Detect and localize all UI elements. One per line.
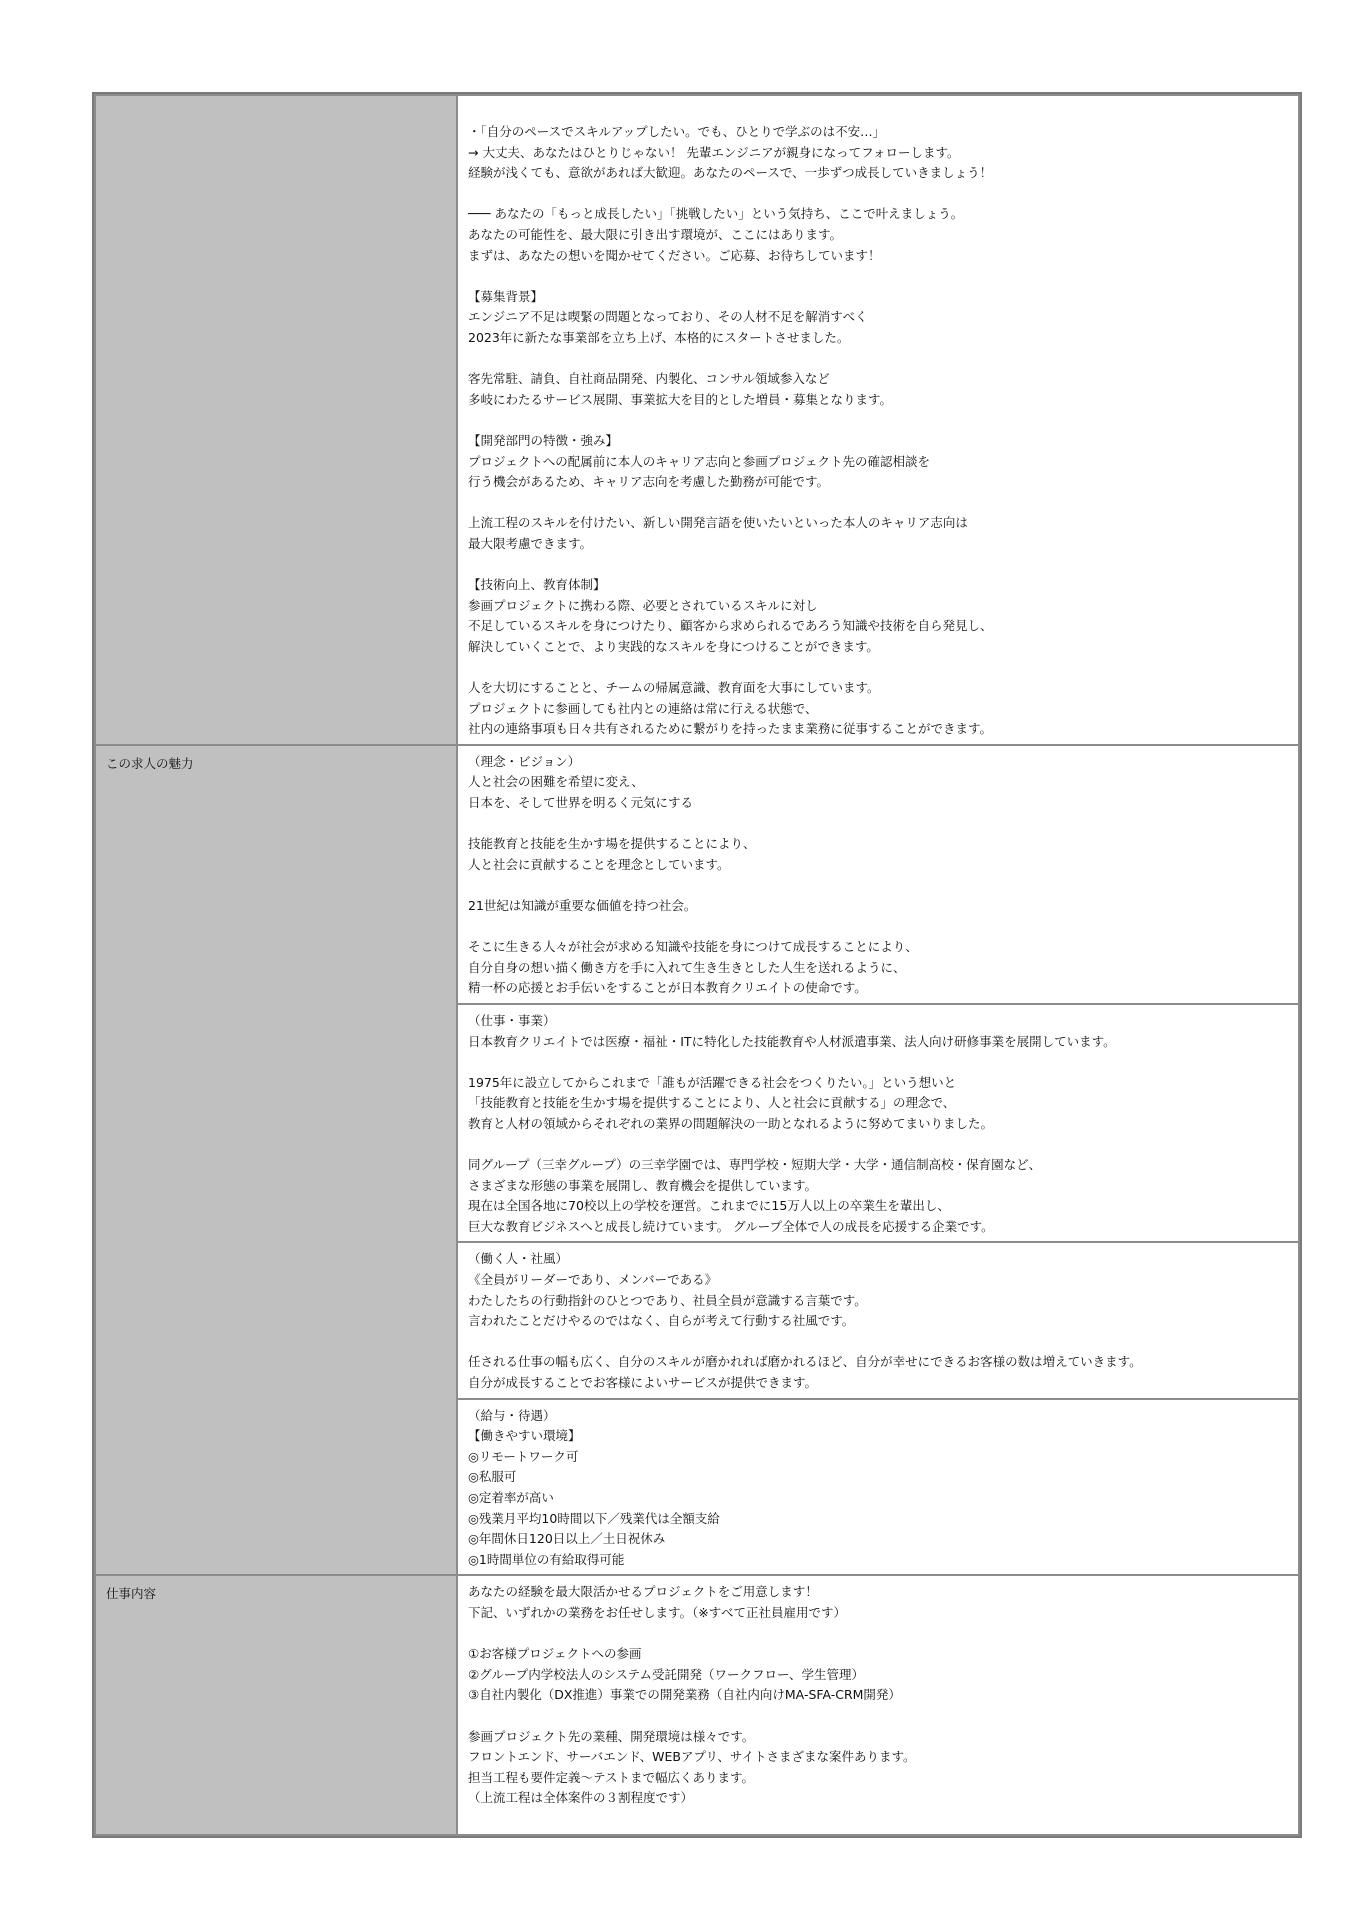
text-line: プロジェクトへの配属前に本人のキャリア志向と参画プロジェクト先の確認相談を [468,453,931,469]
job-posting-table [92,92,1302,1838]
text-line: 精一杯の応援とお手伝いをすることが日本教育クリエイトの使命です。 [468,980,867,996]
text-line: 自分自身の想い描く働き方を手に入れて生き生きとした人生を送れるように、 [468,959,906,975]
text-line: あなたの可能性を、最大限に引き出す環境が、ここにはあります。 [468,226,843,242]
text-line [468,493,1288,514]
text-line: あなたの経験を最大限活かせるプロジェクトをご用意します！ [468,1584,818,1600]
text-line: エンジニア不足は喫緊の問題となっており、その人材不足を解消すべく [468,309,868,325]
text-line: 参画プロジェクト先の業種、開発環境は様々です。 [468,1728,755,1744]
text-line: 「技能教育と技能を生かす場を提供することにより、人と社会に貢献する」の理念で、 [468,1095,956,1111]
content-block [458,1576,1298,1833]
text-line: ・「自分のペースでスキルアップしたい。でも、ひとりで学ぶのは不安…」 [468,124,886,139]
content-block [458,96,1298,744]
row-content [457,745,1299,1004]
text-line: 1975年に設立してからこれまで「誰もが活躍できる社会をつくりたい。」という想いと [468,1074,957,1090]
text-line [468,1052,1288,1073]
text-line: 2023年に新たな事業部を立ち上げ、本格的にスタートさせました。 [468,329,850,345]
text-line: 日本を、そして世界を明るく元気にする [468,795,694,810]
text-line: 言われたことだけやるのではなく、自らが考えて行動する社風です。 [468,1313,855,1329]
text-line: 不足しているスキルを身につけたり、顧客から求められるであろう知識や技術を自ら発見し、 [468,618,993,634]
text-line: 21世紀は知識が重要な価値を持つ社会。 [468,897,697,913]
text-line: ◎定着率が高い [468,1490,554,1505]
text-line: ◎リモートワーク可 [468,1448,579,1464]
row-content [457,95,1299,745]
text-line: わたしたちの行動指針のひとつであり、社員全員が意識する言葉です。 [468,1292,867,1308]
text-line [468,1624,1288,1645]
row-content [457,1004,1299,1243]
text-line: 社内の連絡事項も日々共有されるために繋がりを持ったまま業務に従事することができます。 [468,721,993,737]
text-line: （仕事・事業） [468,1012,556,1028]
text-line: 上流工程のスキルを付けたい、新しい開発言語を使いたいといった本人のキャリア志向は [468,515,968,531]
text-line: 教育と人材の領域からそれぞれの業界の問題解決の一助となれるように努めてまいりました。 [468,1115,994,1131]
text-line [468,1809,1288,1830]
text-line: ◎残業月平均10時間以下／残業代は全額支給 [468,1510,720,1526]
text-line [468,554,1288,575]
text-line: 技能教育と技能を生かす場を提供することにより、 [468,836,756,852]
text-line: （理念・ビジョン） [468,753,581,769]
text-line: 同グループ（三幸グループ）の三幸学園では、専門学校・短期大学・大学・通信制高校・保育園など、 [468,1157,1042,1173]
text-line [468,410,1288,431]
text-line: 自分が成長することでお客様によいサービスが提供できます。 [468,1375,818,1391]
text-line: 《全員がリーダーであり、メンバーである》 [468,1272,718,1288]
text-line: 日本教育クリエイトでは医療・福祉・ITに特化した技能教育や人材派遣事業、法人向け研修事業を展開しています。 [468,1033,1116,1049]
text-line: ①お客様プロジェクトへの参画 [468,1646,642,1662]
text-line: ◎1時間単位の有給取得可能 [468,1551,625,1567]
row-content [457,1242,1299,1398]
text-line: ◎私服可 [468,1469,517,1485]
text-line: まずは、あなたの想いを聞かせてください。ご応募、お待ちしています！ [468,247,881,263]
text-line: プロジェクトに参画しても社内との連絡は常に行える状態で、 [468,700,818,716]
text-line: 客先常駐、請負、自社商品開発、内製化、コンサル領域参入など [468,371,830,387]
text-line: 人と社会に貢献することを理念としています。 [468,856,730,872]
text-line: 人と社会の困難を希望に変え、 [468,774,644,790]
text-line: 解決していくことで、より実践的なスキルを身につけることができます。 [468,638,879,654]
text-line: 経験が浅くても、意欲があれば大歓迎。あなたのペースで、一歩ずつ成長していきましょう！ [468,165,993,181]
text-line: 任される仕事の幅も広く、自分のスキルが磨かれれば磨かれるほど、自分が幸せにできるお客様の数は増えていきます。 [468,1354,1142,1370]
text-line: 【募集背景】 [468,288,544,304]
text-line [468,266,1288,287]
text-line [468,917,1288,938]
text-line: 最大限考慮できます。 [468,535,593,551]
text-line [468,657,1288,678]
text-line [468,184,1288,205]
text-line: 人を大切にすることと、チームの帰属意識、教育面を大事にしています。 [468,680,880,696]
text-line [468,1332,1288,1353]
row-label [95,95,457,745]
text-line [468,875,1288,896]
content-block [458,1243,1298,1397]
table-row [95,745,1299,1004]
text-line: 【働きやすい環境】 [468,1428,581,1444]
content-block [458,1005,1298,1242]
content-block [458,746,1298,1003]
text-line: さまざまな形態の事業を展開し、教育機会を提供しています。 [468,1177,818,1193]
row-label: 仕事内容 [95,1575,457,1834]
text-line: （上流工程は全体案件の３割程度です） [468,1790,694,1806]
text-line [468,814,1288,835]
text-line: （給与・待遇） [468,1407,556,1423]
row-content [457,1399,1299,1576]
text-line: そこに生きる人々が社会が求める知識や技能を身につけて成長することにより、 [468,939,918,955]
text-line: ③自社内製化（DX推進）事業での開発業務（自社内向けMA-SFA-CRM開発） [468,1687,901,1703]
text-line [468,349,1288,370]
text-line: 【開発部門の特徴・強み】 [468,432,619,448]
text-line: 担当工程も要件定義～テストまで幅広くあります。 [468,1769,755,1785]
text-line [468,1706,1288,1727]
text-line: 下記、いずれかの業務をお任せします。（※すべて正社員雇用です） [468,1604,846,1620]
detail-table [94,94,1300,1836]
table-row [95,1575,1299,1834]
text-line [468,1135,1288,1156]
text-line: 巨大な教育ビジネスへと成長し続けています。 グループ全体で人の成長を応援する企業です。 [468,1218,994,1234]
text-line: 行う機会があるため、キャリア志向を考慮した勤務が可能です。 [468,474,830,490]
text-line: ◎年間休日120日以上／土日祝休み [468,1531,666,1547]
text-line: 多岐にわたるサービス展開、事業拡大を目的とした増員・募集となります。 [468,391,893,407]
text-line: フロントエンド、サーバエンド、WEBアプリ、サイトさまざまな案件あります。 [468,1749,916,1765]
row-content [457,1575,1299,1834]
row-label: この求人の魅力 [95,745,457,1576]
text-line: 現在は全国各地に70校以上の学校を運営。これまでに15万人以上の卒業生を輩出し、 [468,1198,950,1214]
text-line: ②グループ内学校法人のシステム受託開発（ワークフロー、学生管理） [468,1666,864,1682]
text-line: → 大丈夫、あなたはひとりじゃない！ 先輩エンジニアが親身になってフォローします。 [468,144,960,160]
text-line: 参画プロジェクトに携わる際、必要とされているスキルに対し [468,597,818,613]
text-line: 【技術向上、教育体制】 [468,577,606,593]
content-block [458,1400,1298,1575]
table-row [95,95,1299,745]
text-line: （働く人・社風） [468,1251,569,1267]
text-line: ─── あなたの「もっと成長したい」「挑戦したい」という気持ち、ここで叶えましょう。 [468,206,964,222]
